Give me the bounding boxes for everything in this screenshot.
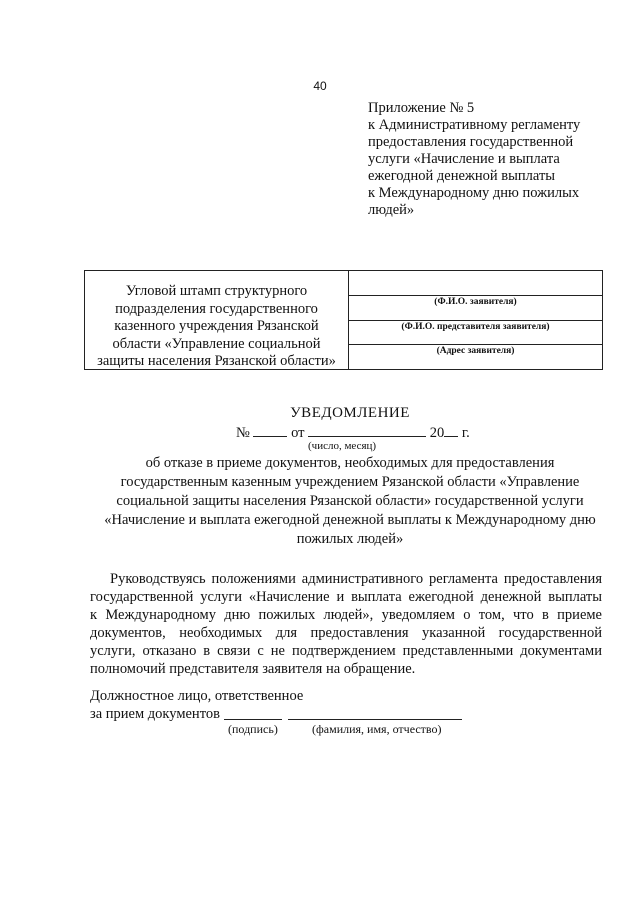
full-name-line [288,719,462,720]
subject-line: социальной защиты населения Рязанской области» государственной услуги [116,493,584,509]
applicant-name-line [349,295,602,296]
body-line: услуги, отказано в связи с не подтверждением представленными документами [90,643,602,659]
representative-name-caption: (Ф.И.О. представителя заявителя) [401,322,550,332]
official-block [90,687,303,723]
appendix-line: к Международному дню пожилых [368,185,580,201]
page-number: 40 [313,79,327,93]
number-label: № [236,425,250,441]
subject-line: об отказе в приеме документов, необходимых для предоставления [145,455,555,471]
appendix-line: людей» [368,202,415,218]
applicant-address-line [349,344,602,345]
subject-line: государственным казенным учреждением Рязанской области «Управление [120,474,580,490]
body-line: полномочий представителя заявителя на обращение. [90,661,416,677]
subject-line: пожилых людей» [296,531,404,547]
appendix-line: предоставления государственной [368,134,574,150]
appendix-line: услуги «Начисление и выплата [368,151,560,167]
body-line: государственной услуги «Начисление и выплата ежегодной денежной выплаты [90,589,602,605]
appendix-header [368,100,608,219]
year-label: 20 [429,425,445,441]
appendix-line: Приложение № 5 [368,100,475,116]
body-line: документов, необходимых для предоставления указанной государственной [90,625,602,641]
signature-line [224,719,282,720]
corner-stamp-cell [85,271,349,369]
stamp-line: Угловой штамп структурного [125,283,308,299]
representative-name-line [349,320,602,321]
full-name-caption: (фамилия, имя, отчество) [312,722,442,736]
notice-subject [88,454,612,549]
body-line: Руководствуясь положениями административного регламента предоставления [110,571,602,587]
official-line: Должностное лицо, ответственное [90,688,304,704]
date-caption: (число, месяц) [308,440,377,452]
stamp-line: защиты населения Рязанской области» [97,353,336,369]
year-suffix: г. [461,425,470,441]
stamp-table [84,270,603,370]
year-blank [444,423,458,437]
number-blank [253,423,287,437]
stamp-line: области «Управление социальной [112,335,321,352]
official-line: за прием документов [90,706,220,722]
body-line: к Международному дню пожилых людей», уведомляем о том, что в приеме [90,607,602,623]
notice-body [90,570,602,678]
applicant-fields [349,271,602,369]
stamp-line: подразделения государственного [115,300,318,317]
subject-line: «Начисление и выплата ежегодной денежной выплаты к Международному дню [104,512,596,528]
date-blank [308,423,426,437]
from-label: от [291,425,305,441]
stamp-line: казенного учреждения Рязанской [114,318,319,334]
applicant-name-caption: (Ф.И.О. заявителя) [434,297,517,307]
signature-caption: (подпись) [228,722,278,736]
notice-title: УВЕДОМЛЕНИЕ [290,405,410,421]
appendix-line: ежегодной денежной выплаты [368,168,556,184]
appendix-line: к Административному регламенту [368,117,581,133]
applicant-address-caption: (Адрес заявителя) [436,346,515,356]
